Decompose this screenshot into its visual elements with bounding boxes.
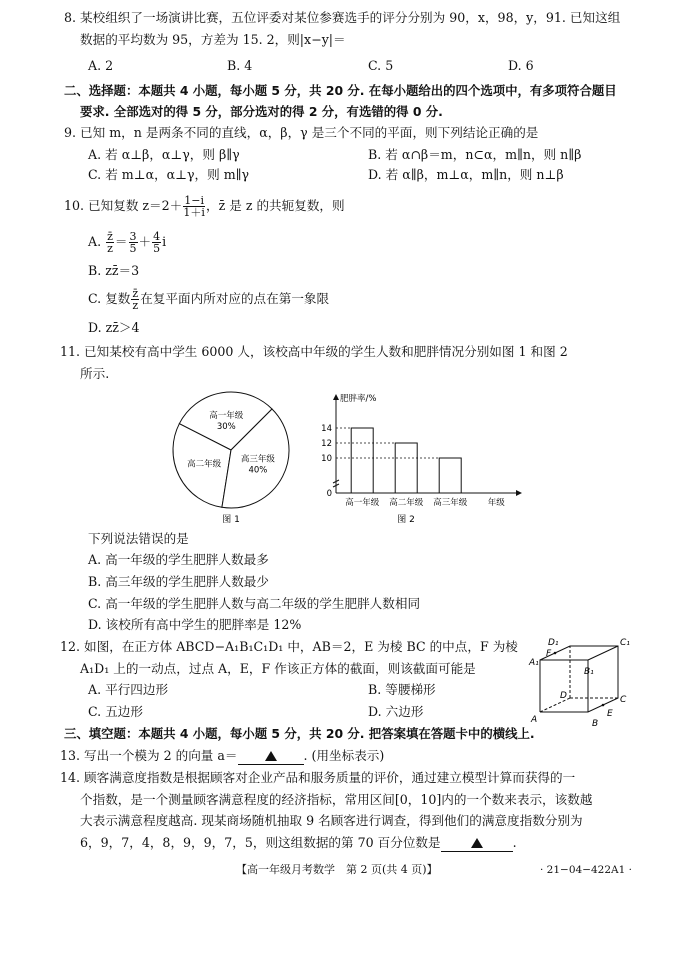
blank-triangle-icon [265, 751, 277, 761]
y-tick-label: 0 [326, 489, 332, 499]
q8-option-c: C. 5 [368, 58, 394, 73]
q8-stem-line2: 数据的平均数为 95，方差为 15. 2，则|x−y|＝ [80, 32, 346, 47]
q13-post: . (用坐标表示) [303, 748, 385, 763]
q10-stem-pre: 10. 已知复数 z＝2＋ [64, 198, 183, 213]
q13-pre: 13. 写出一个模为 2 的向量 a＝ [60, 748, 238, 763]
q12-option-c: C. 五边形 [88, 704, 143, 719]
pie-slice-label: 高三年级 [240, 454, 275, 465]
x-tick-label: 高三年级 [433, 498, 468, 508]
q14-line4-post: . [512, 835, 517, 850]
cube-edge-b1c1 [588, 646, 618, 660]
q10-a-frac1 [106, 231, 114, 254]
q12-stem-line2: A₁D₁ 上的一动点，过点 A，E，F 作该正方体的截面，则该截面可能是 [80, 661, 476, 676]
cube-label-b1: B₁ [584, 667, 594, 677]
q14-line4-pre: 6，9，7，4，8，9，9，7，5，则这组数据的第 70 百分位数是 [80, 835, 441, 850]
q10-a-frac2-den: 5 [129, 242, 137, 255]
q10-a-frac3-num: 4 [153, 230, 161, 243]
section3-header: 三、填空题：本题共 4 小题，每小题 5 分，共 20 分. 把答案填在答题卡中的横线上. [64, 726, 535, 741]
q10-a-eq: ＝ [114, 234, 128, 249]
x-axis-arrow-icon [516, 490, 522, 496]
q10-frac-den: 1＋i [183, 206, 205, 219]
cube-label-c1: C₁ [620, 638, 630, 648]
q9-option-b: B. 若 α∩β＝m，n⊂α，m∥n，则 n∥β [368, 147, 582, 162]
pie-slice-label: 高一年级 [209, 411, 244, 422]
pie-slices [173, 392, 289, 508]
q10-c-frac-den: z [132, 299, 139, 312]
cube-label-e: E [607, 709, 613, 719]
q11-option-b: B. 高三年级的学生肥胖人数最少 [88, 574, 269, 589]
pie-slice-value: 40% [248, 465, 268, 476]
q11-option-c: C. 高一年级的学生肥胖人数与高二年级的学生肥胖人数相同 [88, 596, 421, 611]
q10-frac-num: 1−i [184, 194, 204, 207]
figure2-bar-chart [318, 386, 524, 526]
q12-stem-line1: 12. 如图，在正方体 ABCD−A₁B₁C₁D₁ 中，AB＝2，E 为棱 BC 的中点，F 为棱 [60, 639, 518, 654]
q9-stem: 9. 已知 m，n 是两条不同的直线，α，β，γ 是三个不同的平面，则下列结论正确的是 [64, 125, 539, 140]
q10-option-b: B. zz̄＝3 [88, 263, 140, 278]
q10-a-i: i [162, 234, 167, 249]
q12-option-d: D. 六边形 [368, 704, 424, 719]
q10-fraction [183, 195, 205, 218]
q10-stem [64, 193, 345, 219]
figure1-caption: 图 1 [222, 515, 240, 525]
q9-option-a: A. 若 α⊥β，α⊥γ，则 β∥γ [88, 147, 240, 162]
cube-point-f [554, 652, 557, 655]
q14-line1: 14. 顾客满意度指数是根据顾客对企业产品和服务质量的评价，通过建立模型计算而获得的一 [60, 770, 576, 785]
q11-stem-line2: 所示. [80, 366, 110, 381]
q14-answer-blank[interactable] [441, 835, 513, 852]
q8-stem-line1: 8. 某校组织了一场演讲比赛，五位评委对某位参赛选手的评分分别为 90，x，98，y，91. 已知这组 [64, 10, 621, 25]
q12-option-a: A. 平行四边形 [88, 682, 169, 697]
y-tick-label: 10 [321, 454, 332, 464]
q11-lead: 下列说法错误的是 [88, 531, 189, 546]
y-tick-label: 14 [321, 424, 332, 434]
bar-plot-area [321, 393, 522, 525]
blank-triangle-icon [471, 838, 483, 848]
q10-a-prefix: A. [88, 234, 102, 249]
q10-c-frac-num: z̄ [132, 287, 139, 300]
q12-option-b: B. 等腰梯形 [368, 682, 436, 697]
q10-option-a [88, 229, 166, 255]
y-axis-label: 肥胖率/% [340, 394, 377, 404]
cube-label-a: A [531, 715, 538, 725]
cube-figure [528, 636, 640, 730]
q8-option-b: B. 4 [227, 58, 253, 73]
cube-label-b: B [592, 719, 599, 729]
q10-a-frac2 [129, 231, 138, 254]
bar [395, 443, 417, 493]
q10-a-plus: ＋ [138, 234, 152, 249]
q10-a-frac1-den: z [107, 242, 113, 255]
q11-option-a: A. 高一年级的学生肥胖人数最多 [88, 552, 269, 567]
q11-stem-line1: 11. 已知某校有高中学生 6000 人，该校高中年级的学生人数和肥胖情况分别如图 1 和图 2 [60, 344, 568, 359]
q14-line4 [80, 835, 517, 852]
q14-line2: 个指数，是一个测量顾客满意程度的经济指标，常用区间[0，10]内的一个数来表示，该数越 [80, 792, 593, 807]
q10-a-frac2-num: 3 [129, 230, 137, 243]
q13-answer-blank[interactable] [238, 748, 304, 765]
section2-header-line1: 二、选择题：本题共 4 小题，每小题 5 分，共 20 分. 在每小题给出的四个选项中，有多项符合题目 [64, 83, 617, 98]
bar [351, 428, 373, 493]
pie-slice-value: 30% [216, 422, 236, 433]
y-axis-arrow-icon [333, 394, 339, 400]
q10-a-frac3-den: 5 [153, 242, 161, 255]
footer-code: · 21−04−422A1 · [540, 864, 632, 876]
cube-label-d1: D₁ [548, 638, 559, 648]
q11-option-d: D. 该校所有高中学生的肥胖率是 12% [88, 617, 302, 632]
figure1-pie-chart [165, 388, 315, 526]
cube-point-e [602, 704, 605, 707]
q13-stem [60, 748, 384, 765]
y-tick-label: 12 [321, 439, 332, 449]
q10-c-frac [131, 288, 139, 311]
x-tick-label: 高一年级 [345, 498, 380, 508]
x-tick-label: 高二年级 [389, 498, 424, 508]
q9-option-c: C. 若 m⊥α，α⊥γ，则 m∥γ [88, 167, 250, 182]
q10-a-frac1-num: z̄ [107, 230, 113, 243]
figure2-caption: 图 2 [397, 515, 415, 525]
q10-c-prefix: C. 复数 [88, 291, 131, 306]
pie-slice-label: 高二年级 [187, 459, 222, 470]
cube-label-c: C [620, 695, 627, 705]
section2-header-line2: 要求. 全部选对的得 5 分，部分选对的得 2 分，有选错的得 0 分. [80, 104, 443, 119]
x-axis-label: 年级 [487, 498, 505, 508]
cube-label-f: F [546, 649, 552, 659]
q10-a-frac3 [152, 231, 161, 254]
q8-option-d: D. 6 [508, 58, 534, 73]
cube-outline [540, 646, 618, 712]
cube-label-a1: A₁ [529, 658, 539, 668]
footer-page-info: 【高一年级月考数学 第 2 页(共 4 页)】 [236, 863, 438, 876]
q10-stem-post: ，z̄ 是 z 的共轭复数，则 [205, 198, 345, 213]
q10-option-d: D. zz̄＞4 [88, 320, 140, 335]
cube-label-d: D [560, 691, 567, 701]
bar [439, 458, 461, 493]
q14-line3: 大表示满意程度越高. 现某商场随机抽取 9 名顾客进行调查，得到他们的满意度指数分别为 [80, 813, 583, 828]
q9-option-d: D. 若 α∥β，m⊥α，m∥n，则 n⊥β [368, 167, 564, 182]
q8-option-a: A. 2 [88, 58, 114, 73]
q10-c-post: 在复平面内所对应的点在第一象限 [140, 291, 330, 306]
q10-option-c [88, 286, 329, 312]
